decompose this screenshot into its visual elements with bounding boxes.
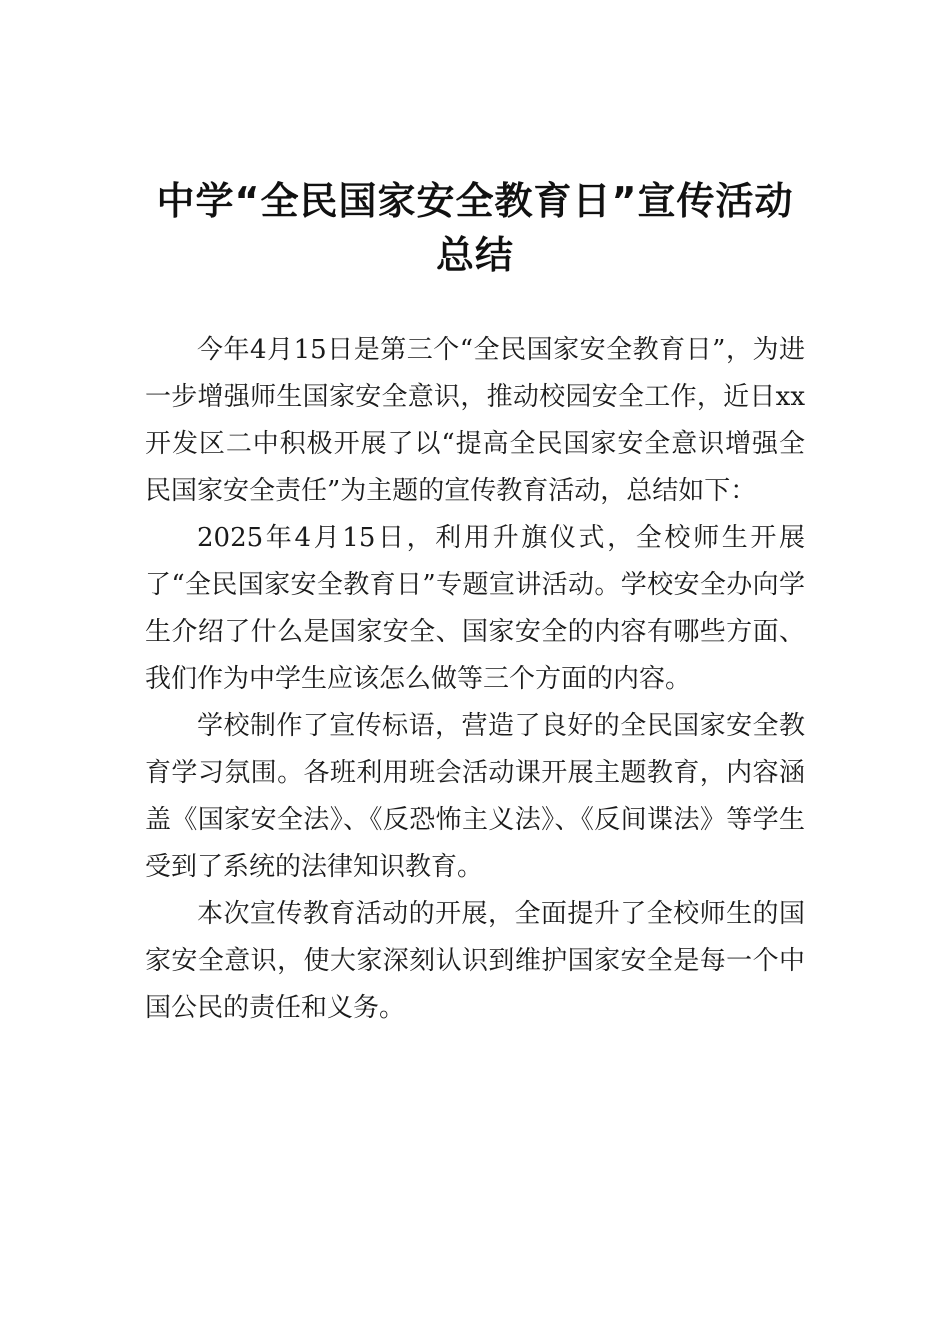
paragraph-flag-ceremony: 2025年4月15日，利用升旗仪式，全校师生开展了“全民国家安全教育日”专题宣讲活动。学校安全办向学生介绍了什么是国家安全、国家安全的内容有哪些方面、我们作为中学生应该怎么做等三个方面的内容。 — [145, 523, 805, 694]
paragraph-class-education: 学校制作了宣传标语，营造了良好的全民国家安全教育学习氛围。各班利用班会活动课开展主题教育，内容涵盖《国家安全法》、《反恐怖主义法》、《反间谍法》等学生受到了系统的法律知识教育。 — [145, 711, 805, 882]
document-title: 中学“全民国家安全教育日”宣传活动总结 — [156, 179, 794, 277]
paragraph-intro: 今年4月15日是第三个“全民国家安全教育日”，为进一步增强师生国家安全意识，推动校园安全工作，近日xx开发区二中积极开展了以“提高全民国家安全意识增强全民国家安全责任”为主题的宣传教育活动，总结如下： — [145, 335, 805, 506]
document-body — [145, 327, 805, 1032]
paragraph-conclusion: 本次宣传教育活动的开展，全面提升了全校师生的国家安全意识，使大家深刻认识到维护国家安全是每一个中国公民的责任和义务。 — [145, 899, 805, 1023]
